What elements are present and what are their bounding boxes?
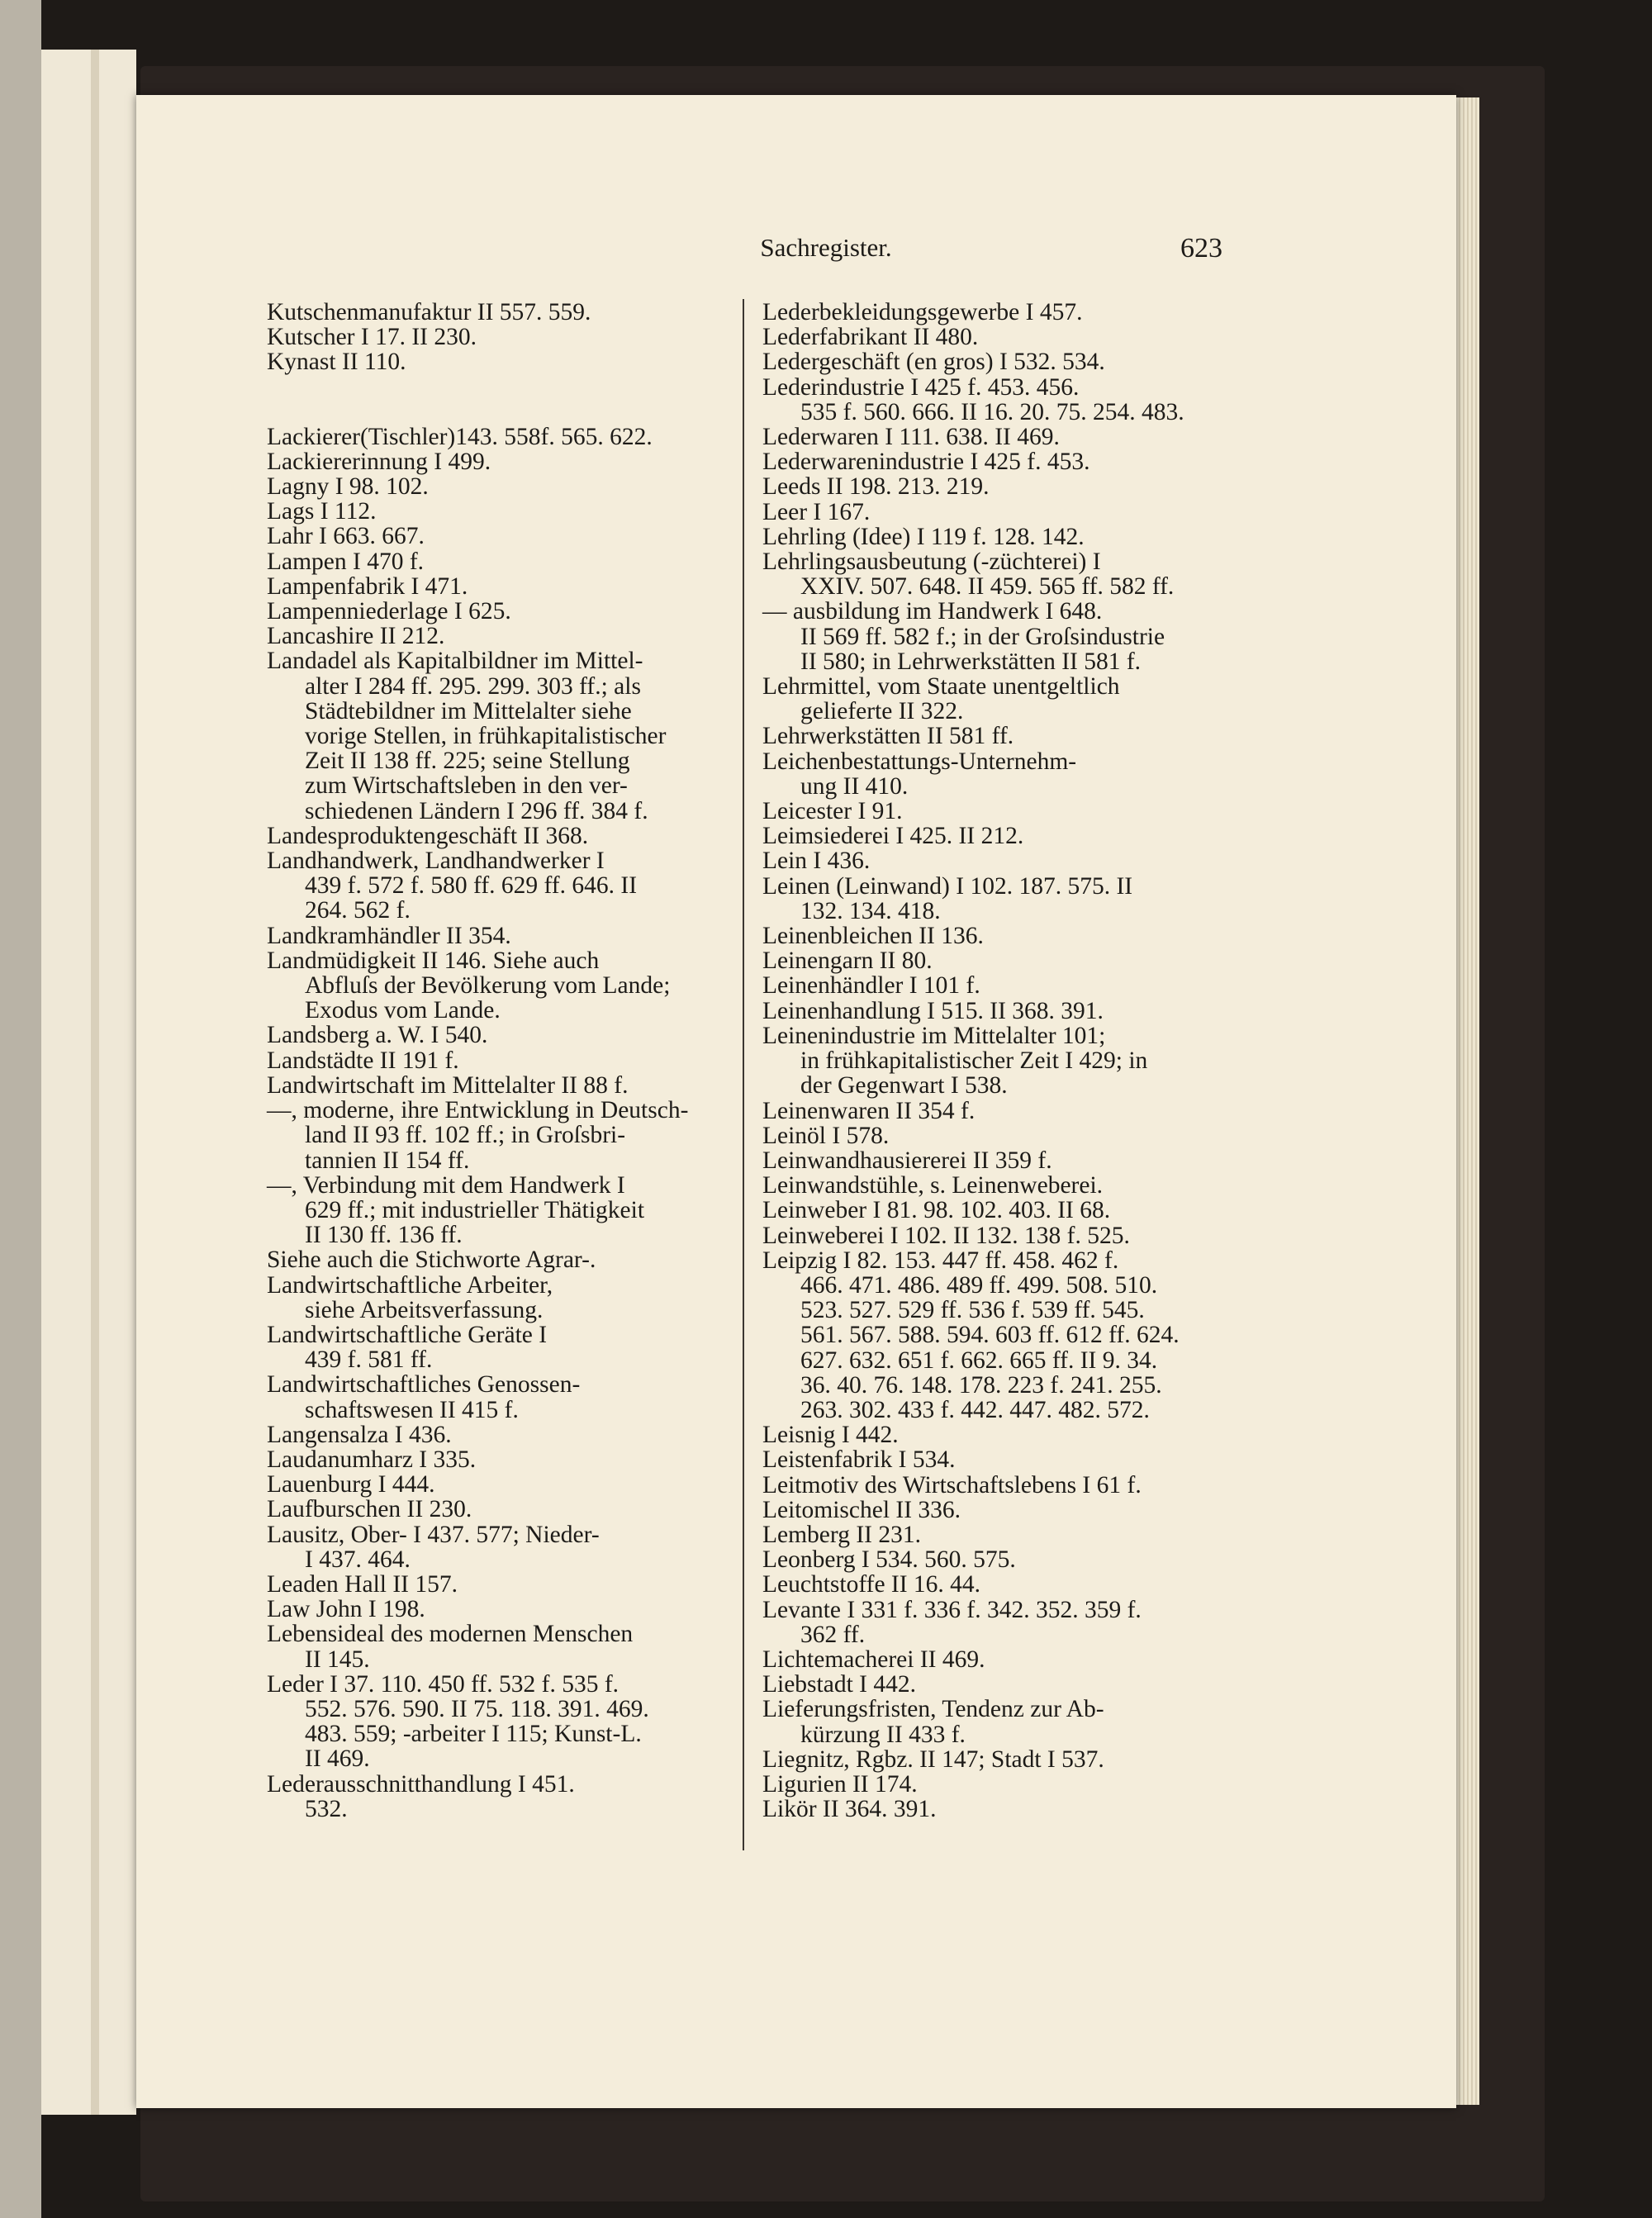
index-entry-line: Kutscher I 17. II 230. [267, 324, 477, 351]
index-entry [762, 474, 1221, 499]
index-entry [762, 1024, 1221, 1099]
index-entry [267, 924, 725, 948]
index-entry [267, 1422, 725, 1447]
index-entry-line: Lagny I 98. 102. [267, 473, 429, 501]
index-entry-line: Leinenhändler I 101 f. [762, 972, 980, 1000]
index-entry-line: Lags I 112. [267, 498, 377, 525]
index-entry-line: Leeds II 198. 213. 219. [762, 473, 990, 501]
index-entry-line: Landadel als Kapitalbildner im Mittel- [267, 648, 643, 675]
index-entry-line: 629 ff.; mit industrieller Thätigkeit [305, 1196, 645, 1223]
index-entry-line: 36. 40. 76. 148. 178. 223 f. 241. 255. [800, 1371, 1162, 1399]
index-entry-line: Leinwandhausiererei II 359 f. [762, 1147, 1052, 1174]
index-entry-line: Leinweber I 81. 98. 102. 403. II 68. [762, 1197, 1111, 1224]
index-entry-line: Exodus vom Lande. [305, 997, 501, 1024]
index-entry-line: Leitomischel II 336. [762, 1496, 961, 1523]
index-entry-line: Lampenfabrik I 471. [267, 572, 468, 600]
index-entry-line: Lampen I 470 f. [267, 548, 425, 575]
page-number: 623 [1180, 233, 1222, 264]
index-entry [762, 1248, 1221, 1422]
index-entry-line: 132. 134. 418. [800, 897, 941, 924]
index-entry-line: Leinwandstühle, s. Leinenweberei. [762, 1172, 1104, 1199]
index-entry-line: II 130 ff. 136 ff. [305, 1222, 463, 1249]
facing-page-fold [91, 50, 99, 2115]
index-entry-line: ung II 410. [800, 772, 909, 800]
index-entry [762, 525, 1221, 549]
index-entry-line: Langensalza I 436. [267, 1421, 452, 1448]
index-entry [762, 1522, 1221, 1547]
index-entry-line: Lichtemacherei II 469. [762, 1646, 985, 1673]
index-entry [762, 724, 1221, 748]
index-entry-line: Landsberg a. W. I 540. [267, 1022, 488, 1049]
index-entry [762, 1422, 1221, 1447]
index-entry [267, 1023, 725, 1047]
index-column-left [267, 300, 725, 1821]
index-entry [762, 549, 1221, 599]
index-entry [762, 799, 1221, 824]
index-entry [267, 1273, 725, 1323]
index-entry-line: Liebstadt I 442. [762, 1671, 916, 1698]
index-entry [267, 425, 725, 449]
column-divider [743, 299, 744, 1850]
index-entry [267, 1447, 725, 1472]
index-entry-line: Leonberg I 534. 560. 575. [762, 1546, 1016, 1574]
index-entry [762, 349, 1221, 374]
index-entry-line: Lehrlingsausbeutung (-züchterei) I [762, 549, 1101, 576]
index-entry-line: Lausitz, Ober- I 437. 577; Nieder- [267, 1521, 600, 1548]
index-entry-line: Lehrling (Idee) I 119 f. 128. 142. [762, 523, 1085, 550]
index-entry-line: Leuchtstoffe II 16. 44. [762, 1571, 981, 1598]
index-entry-line: Siehe auch die Stichworte Agrar-. [267, 1247, 596, 1274]
index-entry [762, 1148, 1221, 1173]
index-entry-line: Lackierer(Tischler)143. 558f. 565. 622. [267, 423, 653, 450]
index-entry [267, 1672, 725, 1772]
index-entry-line: Lahr I 663. 667. [267, 523, 425, 550]
index-entry [267, 1497, 725, 1522]
index-entry [762, 848, 1221, 873]
index-entry-line: alter I 284 ff. 295. 299. 303 ff.; als [305, 672, 641, 700]
index-entry [267, 499, 725, 524]
index-entry-line: 466. 471. 486. 489 ff. 499. 508. 510. [800, 1271, 1158, 1299]
index-entry-line: Kutschenmanufaktur II 557. 559. [267, 299, 591, 325]
index-entry-line: Lieferungsfristen, Tendenz zur Ab- [762, 1696, 1104, 1723]
index-entry-line: Law John I 198. [267, 1596, 425, 1623]
index-entry [267, 1622, 725, 1671]
index-entry-line: Landwirtschaft im Mittelalter II 88 f. [267, 1071, 629, 1099]
index-entry-line: schaftswesen II 415 f. [305, 1396, 519, 1423]
index-entry-line: Leitmotiv des Wirtschaftslebens I 61 f. [762, 1471, 1142, 1498]
index-entry-line: land II 93 ff. 102 ff.; in Groſsbri- [305, 1122, 626, 1149]
index-entry-line: —, Verbindung mit dem Handwerk I [267, 1171, 625, 1199]
index-entry [762, 375, 1221, 425]
index-entry [762, 1473, 1221, 1498]
index-entry [267, 574, 725, 599]
index-entry-line: Lederindustrie I 425 f. 453. 456. [762, 373, 1080, 401]
index-entry [762, 674, 1221, 724]
index-entry [762, 500, 1221, 525]
index-entry [762, 1447, 1221, 1472]
index-entry [267, 300, 725, 325]
index-entry [762, 824, 1221, 848]
index-entry [762, 425, 1221, 449]
index-entry-line: Abfluſs der Bevölkerung vom Lande; [305, 972, 671, 1000]
index-entry-line: Leinenindustrie im Mittelalter 101; [762, 1022, 1106, 1049]
index-entry-line: Leinen (Leinwand) I 102. 187. 575. II [762, 872, 1133, 900]
running-title: Sachregister. [760, 233, 892, 262]
index-entry [267, 1073, 725, 1098]
index-entry-line: Leinengarn II 80. [762, 948, 933, 975]
index-entry-line: II 469. [305, 1745, 370, 1773]
index-entry [267, 1572, 725, 1597]
index-entry [267, 449, 725, 474]
index-entry [762, 1697, 1221, 1746]
index-entry-line: Lederfabrikant II 480. [762, 324, 979, 351]
index-entry-line: Städtebildner im Mittelalter siehe [305, 697, 632, 724]
index-entry-line: zum Wirtschaftsleben in den ver- [305, 772, 628, 800]
index-entry-line: 561. 567. 588. 594. 603 ff. 612 ff. 624. [800, 1322, 1180, 1349]
index-entry-line: Landmüdigkeit II 146. Siehe auch [267, 947, 600, 974]
index-entry-line: Leder I 37. 110. 450 ff. 532 f. 535 f. [267, 1670, 620, 1698]
index-entry-line: Leer I 167. [762, 498, 871, 525]
index-entry-line: II 569 ff. 582 f.; in der Groſsindustrie [800, 623, 1165, 650]
facing-page-edge [41, 50, 136, 2115]
index-entry [267, 648, 725, 823]
index-entry [762, 1099, 1221, 1123]
index-entry-line: Lancashire II 212. [267, 623, 445, 650]
index-entry [267, 325, 725, 349]
index-entry [267, 1247, 725, 1272]
index-entry [267, 1472, 725, 1497]
index-entry [267, 549, 725, 574]
index-entry [267, 349, 725, 374]
index-entry-line: Lehrwerkstätten II 581 ff. [762, 723, 1014, 750]
index-entry [267, 948, 725, 1024]
index-entry [762, 1747, 1221, 1772]
index-entry-line: kürzung II 433 f. [800, 1721, 966, 1748]
index-entry-line: 263. 302. 433 f. 442. 447. 482. 572. [800, 1396, 1150, 1423]
index-entry-line: Lehrmittel, vom Staate unentgeltlich [762, 673, 1120, 701]
index-entry [762, 1598, 1221, 1647]
index-entry [267, 1048, 725, 1073]
index-entry-line: —, moderne, ihre Entwicklung in Deutsch- [267, 1097, 689, 1124]
index-entry-line: der Gegenwart I 538. [800, 1072, 1008, 1100]
index-entry-line: Leistenfabrik I 534. [762, 1446, 956, 1474]
index-entry [267, 848, 725, 924]
index-entry [762, 449, 1221, 474]
index-entry [762, 948, 1221, 973]
index-entry-line: Leipzig I 82. 153. 447 ff. 458. 462 f. [762, 1247, 1119, 1274]
index-entry-line: Leinöl I 578. [762, 1122, 890, 1149]
index-entry [762, 1498, 1221, 1522]
index-entry [762, 1547, 1221, 1572]
page-stack-edge [1456, 97, 1479, 2105]
binding-edge [0, 0, 41, 2218]
index-entry [762, 1797, 1221, 1821]
index-entry-line: Landwirtschaftliche Geräte I [267, 1321, 548, 1348]
index-entry-line: Landwirtschaftliche Arbeiter, [267, 1271, 553, 1299]
index-entry [762, 1173, 1221, 1198]
index-entry [762, 973, 1221, 998]
index-column-right [762, 300, 1221, 1821]
index-entry-line: Lemberg II 231. [762, 1521, 921, 1548]
index-entry-line: Lederwarenindustrie I 425 f. 453. [762, 449, 1090, 476]
index-entry [267, 524, 725, 549]
index-entry-line: Liegnitz, Rgbz. II 147; Stadt I 537. [762, 1745, 1104, 1773]
index-entry [267, 1098, 725, 1173]
index-entry-line: Landwirtschaftliches Genossen- [267, 1371, 581, 1399]
index-entry [267, 624, 725, 648]
index-entry-line: vorige Stellen, in frühkapitalistischer [305, 723, 667, 750]
index-entry [762, 1223, 1221, 1248]
index-entry [762, 1772, 1221, 1797]
index-entry-line: 627. 632. 651 f. 662. 665 ff. II 9. 34. [800, 1346, 1158, 1374]
index-entry [762, 1672, 1221, 1697]
index-entry-line: 439 f. 581 ff. [305, 1346, 433, 1374]
index-entry-line: 264. 562 f. [305, 897, 411, 924]
index-entry-line: 483. 559; -arbeiter I 115; Kunst-L. [305, 1721, 642, 1748]
index-entry-line: Levante I 331 f. 336 f. 342. 352. 359 f. [762, 1596, 1142, 1623]
index-entry-line: Leaden Hall II 157. [267, 1570, 458, 1598]
index-entry-line: Lebensideal des modernen Menschen [267, 1621, 634, 1648]
index-entry [762, 999, 1221, 1024]
index-entry-line: Zeit II 138 ff. 225; seine Stellung [305, 748, 630, 775]
index-entry-line: Likör II 364. 391. [762, 1796, 937, 1823]
index-entry-line: Lauenburg I 444. [267, 1471, 435, 1498]
index-entry [267, 1372, 725, 1422]
index-entry-line: gelieferte II 322. [800, 698, 964, 725]
index-entry-line: Leinweberei I 102. II 132. 138 f. 525. [762, 1222, 1130, 1249]
index-entry-line: 535 f. 560. 666. II 16. 20. 75. 254. 483. [800, 398, 1184, 425]
index-entry-line: Landkramhändler II 354. [267, 922, 511, 949]
index-entry-line: 523. 527. 529 ff. 536 f. 539 ff. 545. [800, 1297, 1145, 1324]
index-entry-line: Landstädte II 191 f. [267, 1047, 459, 1074]
index-entry-line: I 437. 464. [305, 1546, 411, 1573]
index-entry-line: 552. 576. 590. II 75. 118. 391. 469. [305, 1695, 649, 1722]
index-entry-line: — ausbildung im Handwerk I 648. [762, 598, 1103, 625]
index-entry [762, 924, 1221, 948]
index-entry-line: Landesproduktengeschäft II 368. [267, 822, 589, 849]
index-entry-line: Ledergeschäft (en gros) I 532. 534. [762, 349, 1105, 376]
index-entry-line: Lederausschnitthandlung I 451. [267, 1770, 575, 1798]
index-entry [762, 300, 1221, 325]
index-entry-line: 439 f. 572 f. 580 ff. 629 ff. 646. II [305, 872, 638, 900]
index-entry-line: Leinenhandlung I 515. II 368. 391. [762, 997, 1104, 1024]
index-entry-line: Ligurien II 174. [762, 1770, 918, 1798]
index-entry [267, 1597, 725, 1622]
index-entry [267, 474, 725, 499]
index-entry-line: tannien II 154 ff. [305, 1147, 470, 1174]
index-entry-line: Landhandwerk, Landhandwerker I [267, 848, 605, 875]
index-entry-line: 532. [305, 1795, 348, 1822]
index-entry-line: Lein I 436. [762, 848, 871, 875]
index-entry-line: Laufburschen II 230. [267, 1496, 472, 1523]
index-entry-line: XXIV. 507. 648. II 459. 565 ff. 582 ff. [800, 573, 1175, 601]
index-entry [267, 824, 725, 848]
index-entry-line: Lederbekleidungsgewerbe I 457. [762, 299, 1083, 325]
index-entry [762, 1647, 1221, 1672]
index-entry-line: Lederwaren I 111. 638. II 469. [762, 424, 1060, 451]
index-entry-line: siehe Arbeitsverfassung. [305, 1296, 544, 1323]
index-entry-line: Leicester I 91. [762, 798, 903, 825]
index-entry-line: Leichenbestattungs-Unternehm- [762, 748, 1077, 775]
index-entry [267, 1323, 725, 1372]
index-entry [267, 1173, 725, 1248]
index-entry [762, 1198, 1221, 1223]
index-entry [762, 749, 1221, 799]
index-entry-line: 362 ff. [800, 1621, 866, 1648]
index-entry-line: Lackiererinnung I 499. [267, 448, 491, 475]
index-entry-line: Leimsiederei I 425. II 212. [762, 823, 1024, 850]
index-entry [267, 599, 725, 624]
index-entry-line: Lampenniederlage I 625. [267, 598, 511, 625]
index-entry [762, 325, 1221, 349]
index-entry-line: Leisnig I 442. [762, 1422, 899, 1449]
index-entry-line: Leinenbleichen II 136. [762, 923, 984, 950]
index-entry-line: II 580; in Lehrwerkstätten II 581 f. [800, 648, 1142, 675]
index-entry [762, 874, 1221, 924]
index-entry [267, 1522, 725, 1572]
index-entry-line: schiedenen Ländern I 296 ff. 384 f. [305, 797, 648, 824]
index-entry-line: in frühkapitalistischer Zeit I 429; in [800, 1047, 1148, 1075]
index-entry [762, 1572, 1221, 1597]
index-entry-line: II 145. [305, 1646, 370, 1673]
index-entry-line: Leinenwaren II 354 f. [762, 1097, 976, 1124]
index-entry [762, 599, 1221, 674]
index-entry-line: Laudanumharz I 335. [267, 1446, 477, 1473]
index-entry [762, 1123, 1221, 1148]
index-entry [267, 1772, 725, 1821]
index-entry-line: Kynast II 110. [267, 349, 406, 376]
